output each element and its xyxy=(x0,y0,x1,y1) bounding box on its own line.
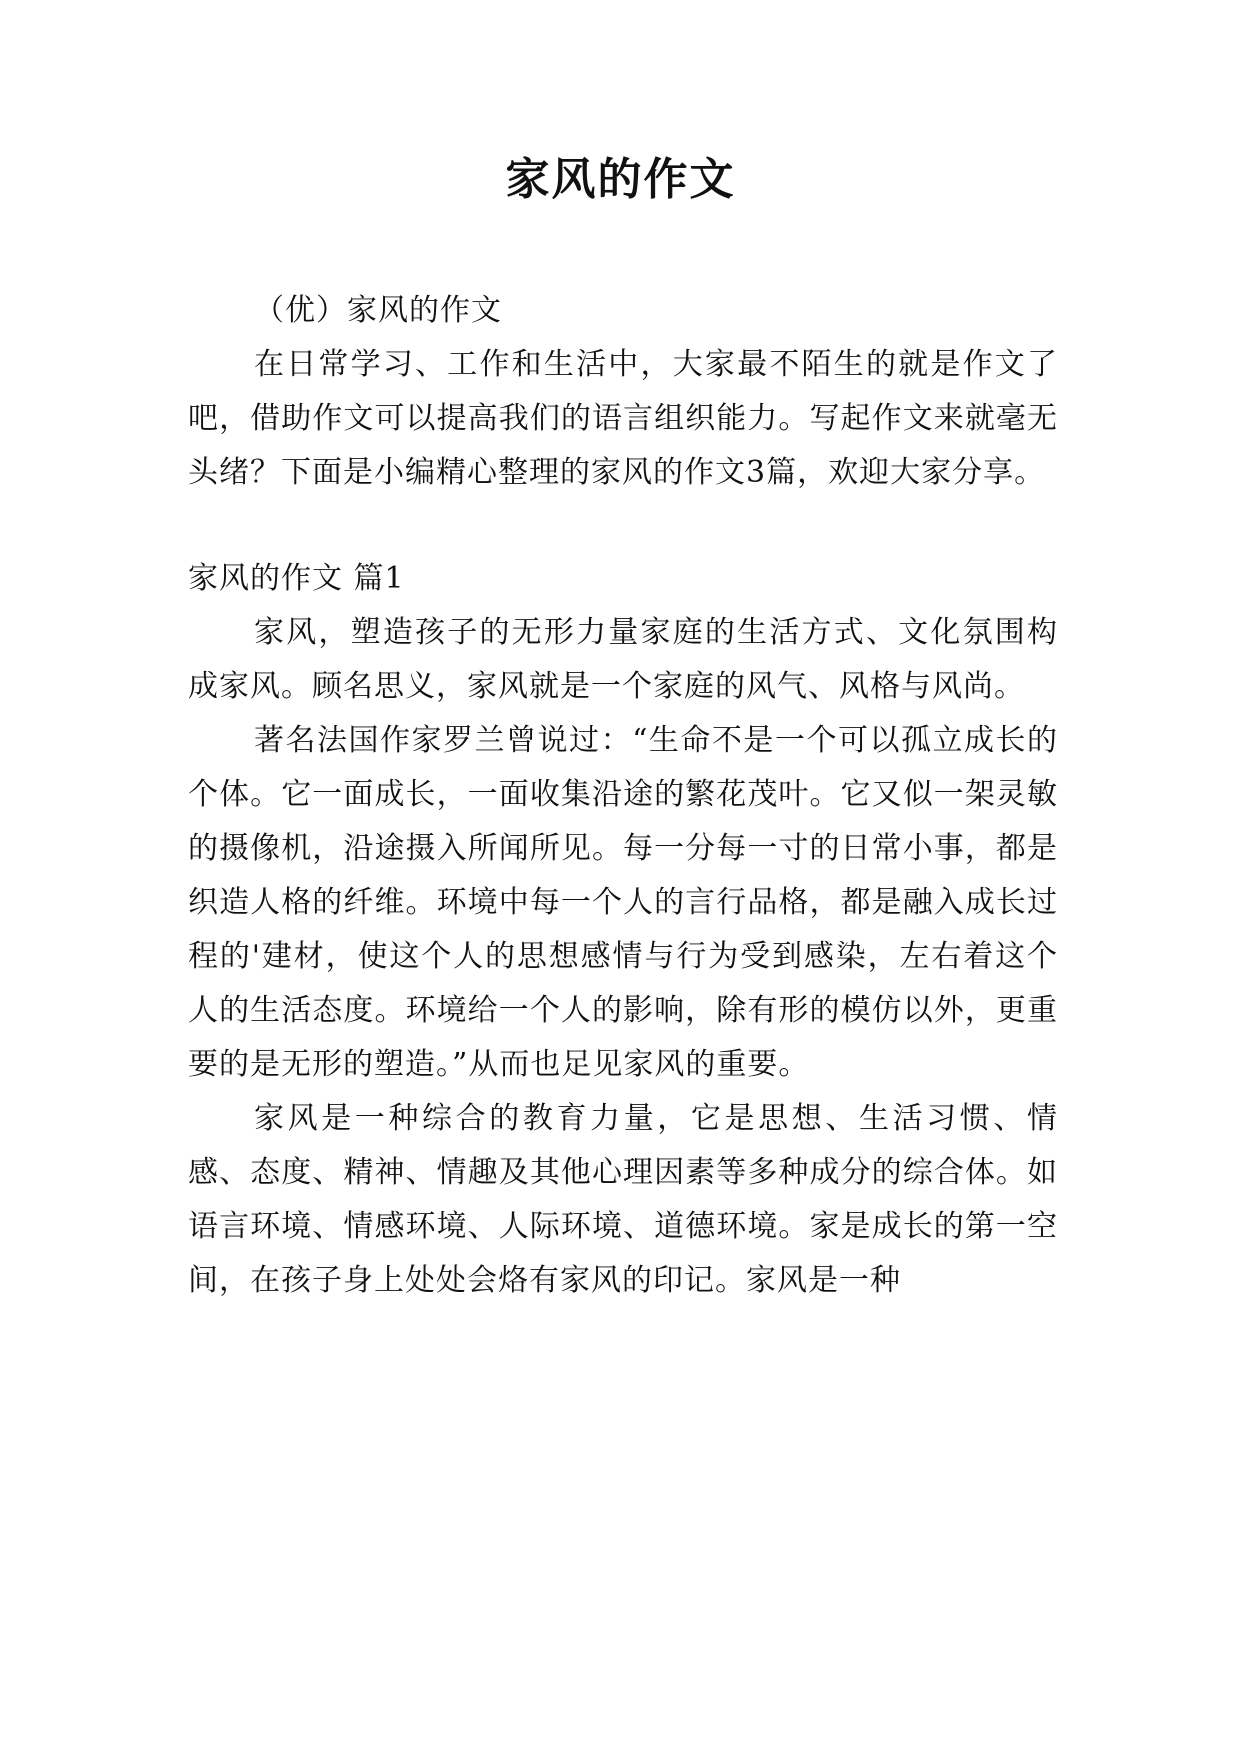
intro-paragraph: 在日常学习、工作和生活中，大家最不陌生的就是作文了吧，借助作文可以提高我们的语言组织能力。写起作文来就毫无头绪？下面是小编精心整理的家风的作文3篇，欢迎大家分享。 xyxy=(188,347,1058,490)
body-paragraph-1: 家风，塑造孩子的无形力量家庭的生活方式、文化氛围构成家风。顾名思义，家风就是一个家庭的风气、风格与风尚。 xyxy=(188,615,1058,704)
body-paragraph-3: 家风是一种综合的教育力量，它是思想、生活习惯、情感、态度、精神、情趣及其他心理因素等多种成分的综合体。如语言环境、情感环境、人际环境、道德环境。家是成长的第一空间，在孩子身上处处会烙有家风的印记。家风是一种 xyxy=(188,1101,1058,1298)
body-paragraph-2: 著名法国作家罗兰曾说过：“生命不是一个可以孤立成长的个体。它一面成长，一面收集沿途的繁花茂叶。它又似一架灵敏的摄像机，沿途摄入所闻所见。每一分每一寸的日常小事，都是织造人格的纤维。环境中每一个人的言行品格，都是融入成长过程的'建材，使这个人的思想感情与行为受到感染，左右着这个人的生活态度。环境给一个人的影响，除有形的模仿以外，更重要的是无形的塑造。”从而也足见家风的重要。 xyxy=(188,723,1058,1082)
document-title: 家风的作文 xyxy=(505,154,736,205)
document-body xyxy=(188,284,1058,1308)
section-heading: 家风的作文 篇1 xyxy=(188,561,405,596)
document-subtitle: （优）家风的作文 xyxy=(254,293,502,328)
